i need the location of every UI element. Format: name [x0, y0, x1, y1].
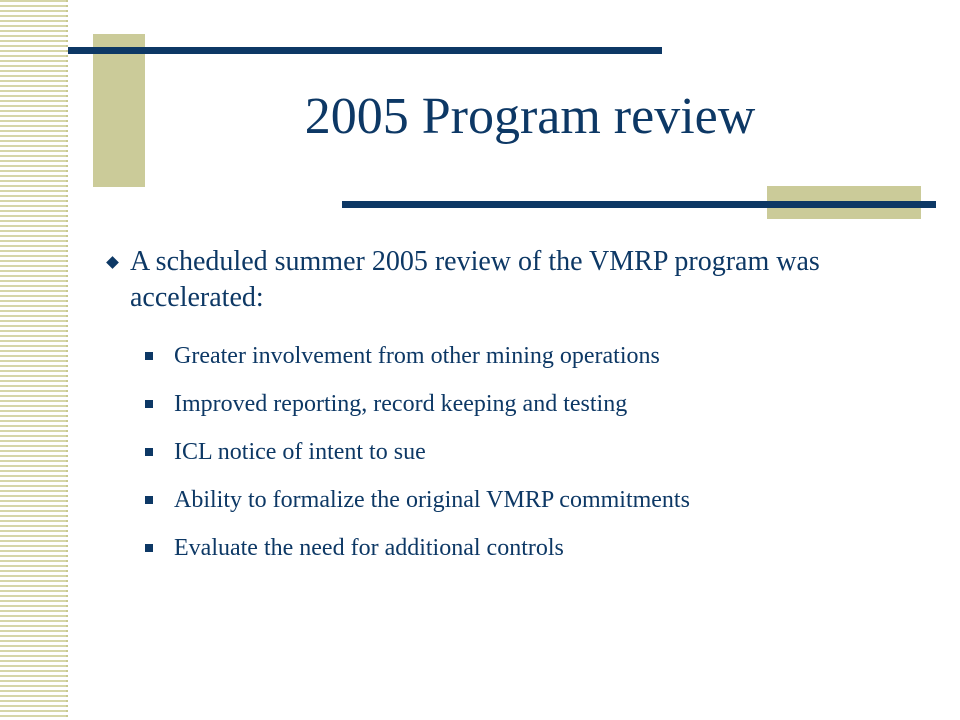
sub-bullet-text: Improved reporting, record keeping and testing [174, 391, 628, 417]
left-stripe-decoration [0, 0, 68, 720]
square-bullet-icon [145, 352, 153, 360]
sub-bullet-text: Evaluate the need for additional controls [174, 535, 564, 561]
sub-bullet-text: Ability to formalize the original VMRP commitments [174, 487, 690, 513]
navy-rule-bottom [342, 201, 936, 208]
sub-bullet-item [145, 436, 905, 484]
sub-bullet-list [145, 340, 905, 580]
sub-bullet-text: Greater involvement from other mining operations [174, 343, 660, 369]
sub-bullet-text: ICL notice of intent to sue [174, 439, 426, 465]
square-bullet-icon [145, 448, 153, 456]
square-bullet-icon [145, 544, 153, 552]
sub-bullet-item [145, 532, 905, 580]
diamond-bullet-icon [106, 256, 119, 269]
main-bullet-item [100, 244, 880, 316]
square-bullet-icon [145, 496, 153, 504]
sub-bullet-item [145, 484, 905, 532]
main-bullet-text: A scheduled summer 2005 review of the VMRP program was accelerated: [130, 246, 820, 313]
sub-bullet-item [145, 340, 905, 388]
square-bullet-icon [145, 400, 153, 408]
sub-bullet-item [145, 388, 905, 436]
navy-rule-top [68, 47, 662, 54]
slide-title: 2005 Program review [304, 88, 756, 145]
